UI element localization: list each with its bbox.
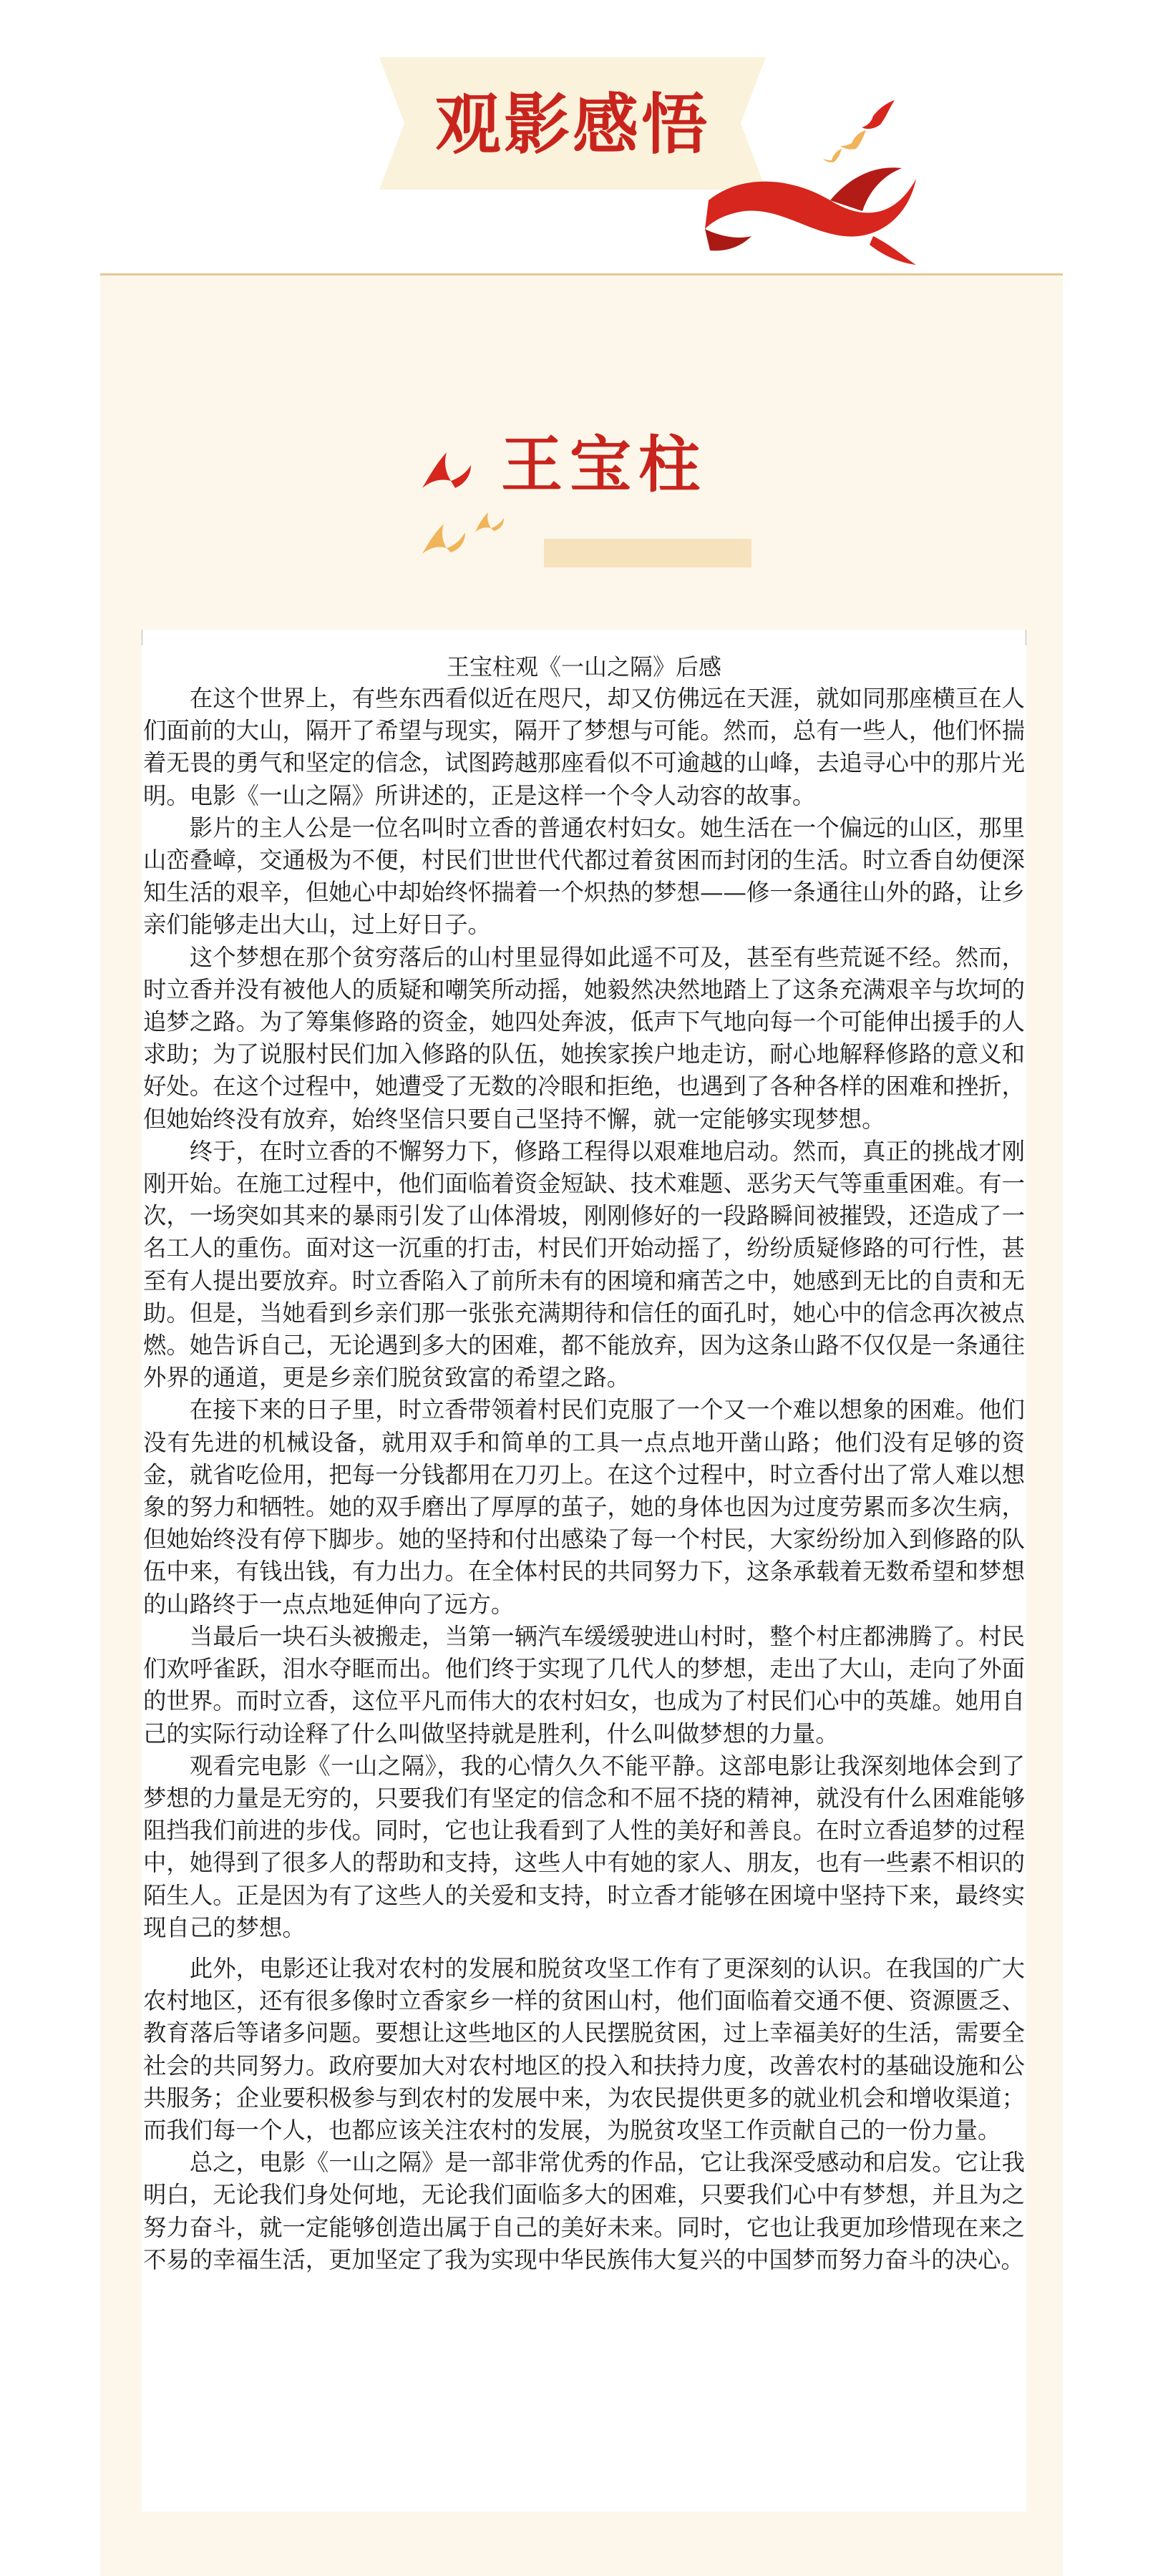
article-paragraph: 当最后一块石头被搬走，当第一辆汽车缓缓驶进山村时，整个村庄都沸腾了。村民们欢呼雀跃，泪水夺眶而出。他们终于实现了几代人的梦想，走出了大山，走向了外面的世界。而时立香，这位平凡而伟大的农村妇女，也成为了村民们心中的英雄。她用自己的实际行动诠释了什么叫做坚持就是胜利，什么叫做梦想的力量。 bbox=[143, 1622, 1025, 1747]
article-paragraph: 在接下来的日子里，时立香带领着村民们克服了一个又一个难以想象的困难。他们没有先进的机械设备，就用双手和简单的工具一点点地开凿山路；他们没有足够的资金，就省吃俭用，把每一分钱都用在刀刃上。在这个过程中，时立香付出了常人难以想象的努力和牺牲。她的双手磨出了厚厚的茧子，她的身体也因为过度劳累而多次生病，但她始终没有停下脚步。她的坚持和付出感染了每一个村民，大家纷纷加入到修路的队伍中来，有钱出钱，有力出力。在全体村民的共同努力下，这条承载着无数希望和梦想的山路终于一点点地延伸向了远方。 bbox=[143, 1396, 1025, 1618]
article-paragraph: 终于，在时立香的不懈努力下，修路工程得以艰难地启动。然而，真正的挑战才刚刚开始。在施工过程中，他们面临着资金短缺、技术难题、恶劣天气等重重困难。有一次，一场突如其来的暴雨引发了山体滑坡，刚刚修好的一段路瞬间被摧毁，还造成了一名工人的重伤。面对这一沉重的打击，村民们开始动摇了，纷纷质疑修路的可行性，甚至有人提出要放弃。时立香陷入了前所未有的困境和痛苦之中，她感到无比的自责和无助。但是，当她看到乡亲们那一张张充满期待和信任的面孔时，她心中的信念再次被点燃。她告诉自己，无论遇到多大的困难，都不能放弃，因为这条山路不仅仅是一条通往外界的通道，更是乡亲们脱贫致富的希望之路。 bbox=[143, 1137, 1025, 1392]
corner-mark bbox=[1018, 630, 1026, 645]
article-paragraph: 这个梦想在那个贫穷落后的山村里显得如此遥不可及，甚至有些荒诞不经。然而，时立香并没有被他人的质疑和嘲笑所动摇，她毅然决然地踏上了这条充满艰辛与坎坷的追梦之路。为了筹集修路的资金，她四处奔波，低声下气地向每一个可能伸出援手的人求助；为了说服村民们加入修路的队伍，她挨家挨户地走访，耐心地解释修路的意义和好处。在这个过程中，她遭受了无数的冷眼和拒绝，也遇到了各种各样的困难和挫折，但她始终没有放弃，始终坚信只要自己坚持不懈，就一定能够实现梦想。 bbox=[143, 943, 1025, 1133]
page-title: 观影感悟 bbox=[434, 87, 710, 163]
article-paragraph: 在这个世界上，有些东西看似近在咫尺，却又仿佛远在天涯，就如同那座横亘在人们面前的大山，隔开了希望与现实，隔开了梦想与可能。然而，总有一些人，他们怀揣着无畏的勇气和坚定的信念，试图跨越那座看似不可逾越的山峰，去追寻心中的那片光明。电影《一山之隔》所讲述的，正是这样一个令人动容的故事。 bbox=[143, 685, 1025, 809]
article-title: 王宝柱观《一山之隔》后感 bbox=[446, 653, 721, 680]
article-paragraph: 总之，电影《一山之隔》是一部非常优秀的作品，它让我深受感动和启发。它让我明白，无论我们身处何地，无论我们面临多大的困难，只要我们心中有梦想，并且为之努力奋斗，就一定能够创造出属于自己的美好未来。同时，它也让我更加珍惜现在来之不易的幸福生活，更加坚定了我为实现中华民族伟大复兴的中国梦而努力奋斗的决心。 bbox=[143, 2149, 1025, 2273]
author-name: 王宝柱 bbox=[501, 429, 707, 501]
article-body bbox=[143, 683, 1025, 2276]
article-paragraph: 观看完电影《一山之隔》，我的心情久久不能平静。这部电影让我深刻地体会到了梦想的力量是无穷的，只要我们有坚定的信念和不屈不挠的精神，就没有什么困难能够阻挡我们前进的步伐。同时，它也让我看到了人性的美好和善良。在时立香追梦的过程中，她得到了很多人的帮助和支持，这些人中有她的家人、朋友，也有一些素不相识的陌生人。正是因为有了这些人的关爱和支持，时立香才能够在困境中坚持下来，最终实现自己的梦想。 bbox=[143, 1752, 1025, 1941]
birds-icon bbox=[802, 93, 902, 193]
birds-icon bbox=[415, 444, 515, 580]
article-paragraph: 影片的主人公是一位名叫时立香的普通农村妇女。她生活在一个偏远的山区，那里山峦叠嶂，交通极为不便，村民们世世代代都过着贫困而封闭的生活。时立香自幼便深知生活的艰辛，但她心中却始终怀揣着一个炽热的梦想——修一条通往山外的路，让乡亲们能够走出大山，过上好日子。 bbox=[143, 814, 1025, 939]
name-underline bbox=[544, 539, 751, 567]
article-paragraph: 此外，电影还让我对农村的发展和脱贫攻坚工作有了更深刻的认识。在我国的广大农村地区，还有很多像时立香家乡一样的贫困山村，他们面临着交通不便、资源匮乏、教育落后等诸多问题。要想让这些地区的人民摆脱贫困，过上幸福美好的生活，需要全社会的共同努力。政府要加大对农村地区的投入和扶持力度，改善农村的基础设施和公共服务；企业要积极参与到农村的发展中来，为农民提供更多的就业机会和增收渠道；而我们每一个人，也都应该关注农村的发展，为脱贫攻坚工作贡献自己的一份力量。 bbox=[143, 1954, 1025, 2144]
article-document bbox=[142, 630, 1026, 2512]
corner-mark bbox=[142, 630, 150, 645]
